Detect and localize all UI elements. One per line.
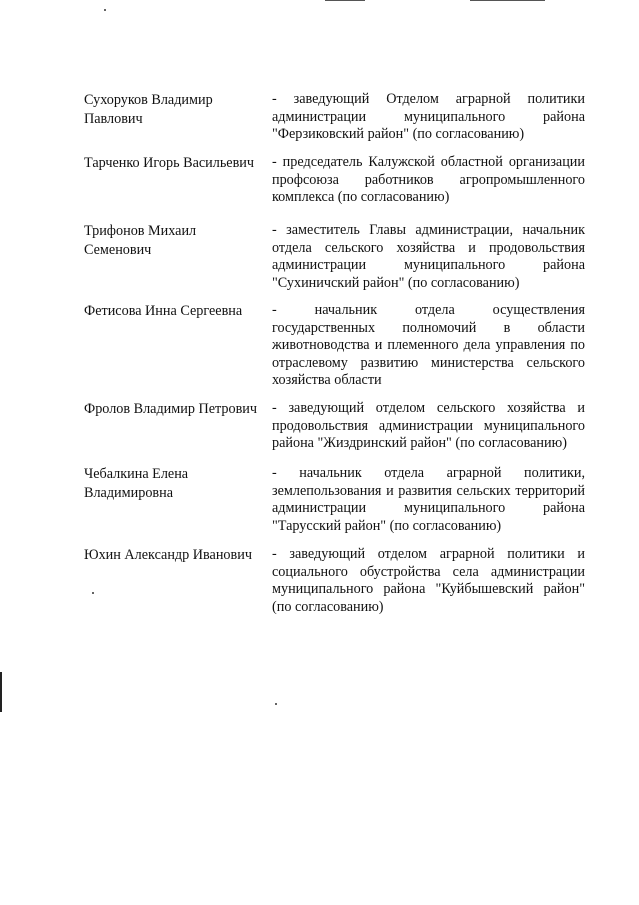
member-position: - заведующий Отделом аграрной политики администрации муниципального района "Ферзиковский район" (по согласованию)	[272, 91, 585, 142]
scan-artifact-line	[325, 0, 365, 1]
member-position: - начальник отдела осуществления государственных полномочий в области животноводства и племенного дела управления по отраслевому развитию министерства сельского хозяйства области	[272, 302, 585, 388]
member-position: - начальник отдела аграрной политики, землепользования и развития сельских территорий администрации муниципального района "Тарусский район" (по согласованию)	[272, 465, 585, 534]
member-name: Фролов Владимир Петрович	[84, 401, 258, 417]
member-name: Трифонов Михаил Семенович	[84, 223, 197, 258]
member-name: Сухоруков Владимир Павлович	[84, 92, 213, 127]
scan-artifact-speck	[92, 592, 94, 594]
member-position: - председатель Калужской областной организации профсоюза работников агропромышленного комплекса (по согласованию)	[272, 154, 585, 205]
scan-artifact-line	[470, 0, 545, 1]
member-name: Тарченко Игорь Васильевич	[84, 155, 255, 171]
scan-artifact-speck	[104, 9, 106, 11]
scan-artifact-speck	[275, 703, 277, 705]
member-name: Чебалкина Елена Владимировна	[84, 466, 189, 501]
member-name: Юхин Александр Иванович	[84, 547, 252, 563]
member-position: - заведующий отделом сельского хозяйства и продовольствия администрации муниципального района "Жиздринский район" (по согласованию)	[272, 400, 585, 451]
member-position: - заведующий отделом аграрной политики и социального обустройства села администрации муниципального района "Куйбышевский район" (по согласованию)	[272, 546, 585, 615]
scan-artifact-edge	[0, 672, 2, 712]
member-position: - заместитель Главы администрации, начальник отдела сельского хозяйства и продовольствия администрации муниципального района "Сухиничский район" (по согласованию)	[272, 222, 585, 291]
member-name: Фетисова Инна Сергеевна	[84, 303, 243, 319]
